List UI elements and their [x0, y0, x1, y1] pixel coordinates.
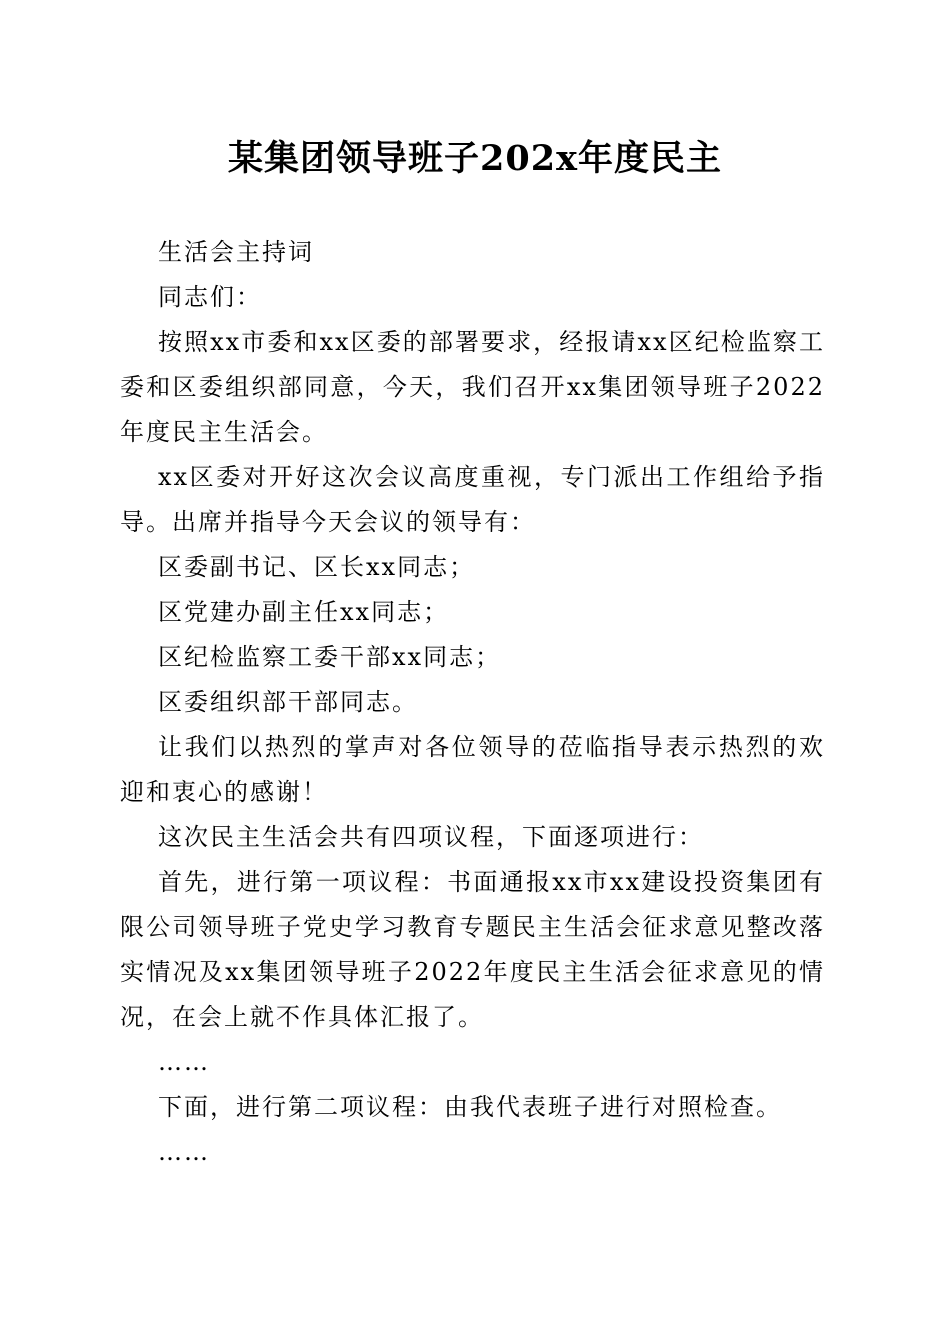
- paragraph-guidance: xx区委对开好这次会议高度重视，专门派出工作组给予指导。出席并指导今天会议的领导有：: [120, 463, 825, 536]
- document-title: 某集团领导班子202x年度民主: [228, 138, 722, 179]
- paragraph-attendee-3: 区纪检监察工委干部xx同志；: [158, 643, 502, 671]
- paragraph-attendee-2: 区党建办副主任xx同志；: [158, 598, 450, 626]
- paragraph-subtitle: 生活会主持词: [158, 238, 314, 266]
- paragraph-ellipsis-1: ……: [158, 1048, 210, 1076]
- paragraph-salutation: 同志们：: [158, 283, 262, 311]
- paragraph-ellipsis-2: ……: [158, 1138, 210, 1166]
- paragraph-agenda-intro: 这次民主生活会共有四项议程，下面逐项进行：: [158, 823, 704, 851]
- paragraph-attendee-4: 区委组织部干部同志。: [158, 688, 418, 716]
- paragraph-agenda-item-2: 下面，进行第二项议程：由我代表班子进行对照检查。: [158, 1093, 782, 1121]
- document-body: [120, 230, 825, 1175]
- paragraph-opening: 按照xx市委和xx区委的部署要求，经报请xx区纪检监察工委和区委组织部同意，今天，我们召开xx集团领导班子2022年度民主生活会。: [120, 328, 825, 446]
- paragraph-welcome: 让我们以热烈的掌声对各位领导的莅临指导表示热烈的欢迎和衷心的感谢！: [120, 733, 825, 806]
- paragraph-attendee-1: 区委副书记、区长xx同志；: [158, 553, 476, 581]
- paragraph-agenda-item-1: 首先，进行第一项议程：书面通报xx市xx建设投资集团有限公司领导班子党史学习教育专题民主生活会征求意见整改落实情况及xx集团领导班子2022年度民主生活会征求意见的情况，在会上就不作具体汇报了。: [120, 868, 825, 1031]
